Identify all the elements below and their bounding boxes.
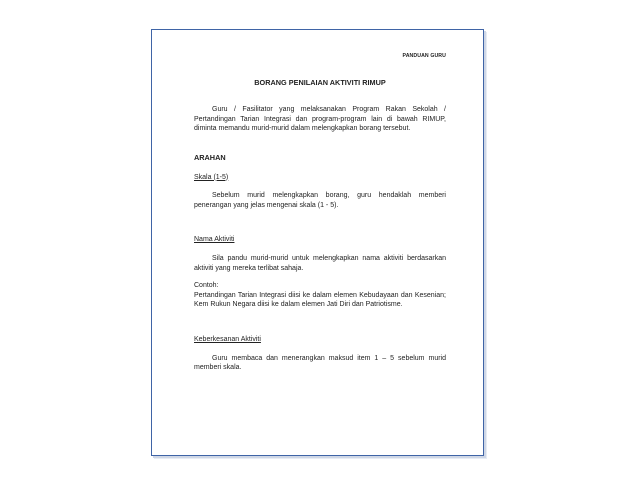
intro-paragraph: Guru / Fasilitator yang melaksanakan Program Rakan Sekolah / Pertandingan Tarian Integrasi dan program-program lain di bawah RIMUP, diminta memandu murid-murid dalam melengkapkan borang tersebut. [194,106,446,133]
nama-aktiviti-paragraph: Sila pandu murid-murid untuk melengkapkan nama aktiviti berdasarkan aktiviti yang mereka terlibat sahaja. [194,254,446,272]
document-page [151,29,484,456]
nama-aktiviti-heading: Nama Aktiviti [194,236,235,244]
header-tag: PANDUAN GURU [402,53,446,59]
document-body [194,52,446,373]
contoh-paragraph: Pertandingan Tarian Integrasi diisi ke dalam elemen Kebudayaan dan Kesenian; Kem Rukun Negara diisi ke dalam elemen Jati Diri dan Patriotisme. [194,291,446,309]
keberkesanan-paragraph: Guru membaca dan menerangkan maksud item 1 – 5 sebelum murid memberi skala. [194,354,446,372]
arahan-heading: ARAHAN [194,152,226,162]
skala-paragraph: Sebelum murid melengkapkan borang, guru hendaklah memberi penerangan yang jelas mengenai skala (1 - 5). [194,192,446,209]
keberkesanan-heading: Keberkesanan Aktiviti [194,335,261,343]
skala-heading: Skala (1-5) [194,173,229,181]
contoh-label: Contoh: [194,282,219,290]
document-title: BORANG PENILAIAN AKTIVITI RIMUP [254,77,386,87]
